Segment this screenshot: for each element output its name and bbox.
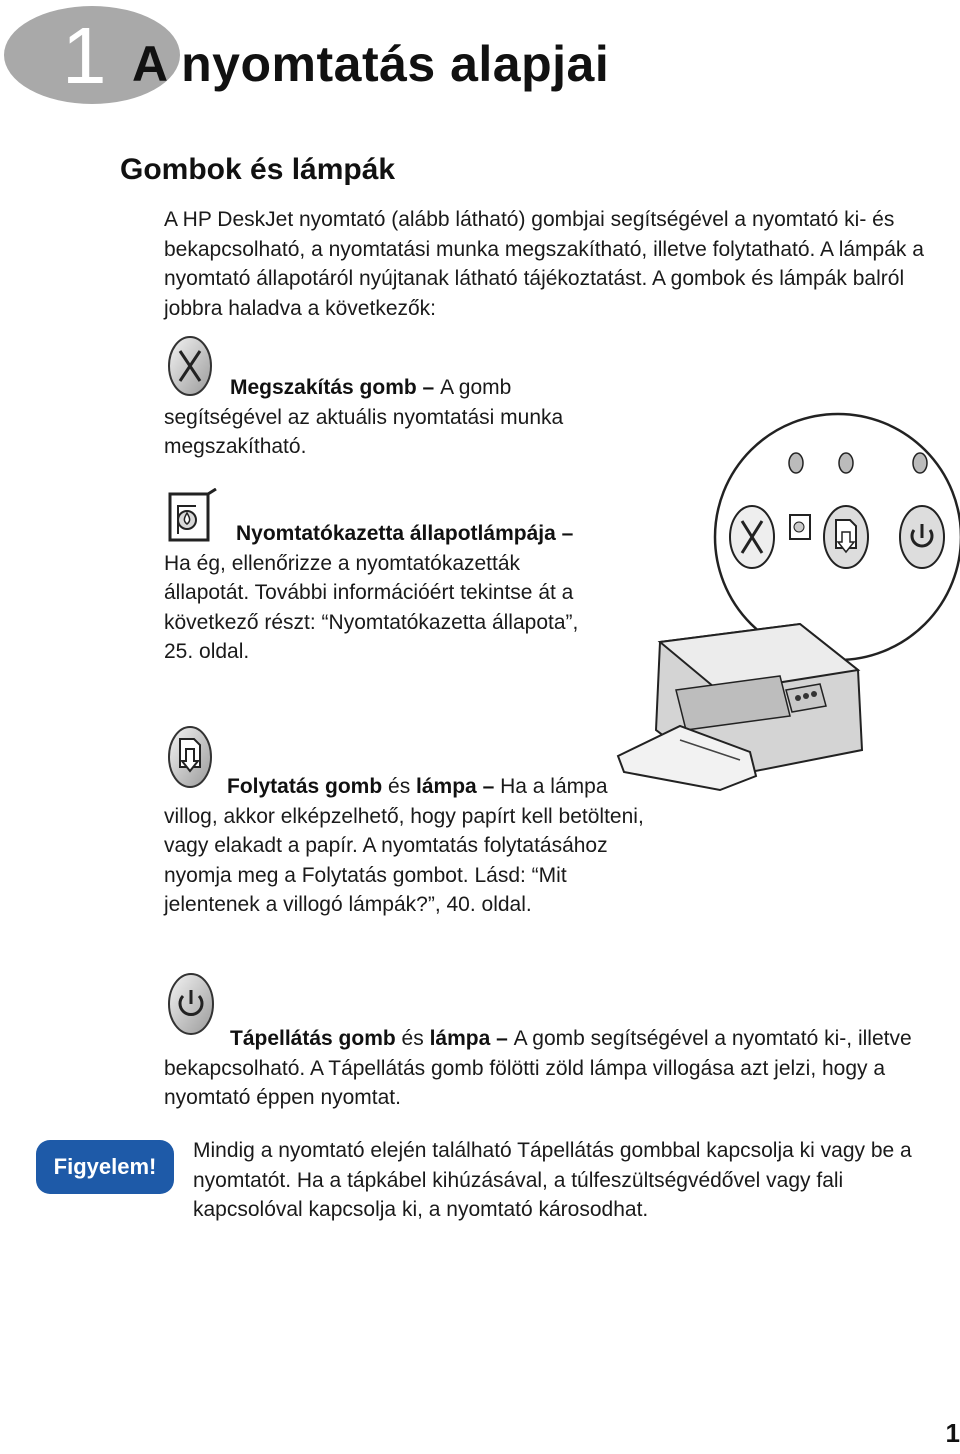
power-title: Tápellátás gomb [230,1027,396,1050]
intro-paragraph: A HP DeskJet nyomtató (alább látható) gombjai segítségével a nyomtató ki- és bekapcsolható, a nyomtatási munka megszakítható, illetve folytatható. A lámpák a nyomtató állapotáról nyújtanak látható tájékoztatást. A gombok és lámpák balról jobbra haladva a következők: [164,208,924,320]
cartridge-title: Nyomtatókazetta állapotlámpája [236,522,556,545]
cancel-description [164,373,584,462]
cartridge-description [164,519,604,667]
chapter-number: 1 [62,11,107,100]
printer-drawing [618,624,862,790]
resume-description [164,772,664,920]
dash: – [476,775,501,798]
note-text: Mindig a nyomtató elején található Tápellátás gombbal kapcsolja ki vagy be a nyomtatót. Ha a tápkábel kihúzásával, a túlfeszültségvédővel vagy fali kapcsolóval kapcsolja ki, a nyomtató károsodhat. [193,1139,912,1221]
resume-title: Folytatás gomb [227,775,383,798]
cancel-title: Megszakítás gomb [230,376,417,399]
cartridge-body: Ha ég, ellenőrizze a nyomtatókazetták állapotát. További információért tekintse át a következő részt: “Nyomtatókazetta állapota”, 25. oldal. [164,551,579,663]
page-number: 1 [945,1418,960,1448]
power-title2: lámpa [429,1027,491,1050]
dash: – [416,376,441,399]
resume-title2: lámpa [416,775,477,798]
dash: – [490,1027,514,1050]
power-description [164,1024,954,1113]
printer-illustration [600,380,960,805]
note-badge: Figyelem! [36,1140,174,1194]
joiner: és [382,775,417,798]
cancel-body: A gomb segítségével az aktuális nyomtatási munka megszakítható. [164,376,564,458]
dash: – [555,522,574,545]
section-title: Gombok és lámpák [120,153,396,186]
resume-body: Ha a lámpa villog, akkor elképzelhető, hogy papírt kell betölteni, vagy elakadt a papír. A nyomtatás folytatásához nyomja meg a Folytatás gombot. Lásd: “Mit jelentenek a villogó lámpák?”, 40. oldal. [164,775,644,916]
joiner: és [395,1027,430,1050]
power-body: A gomb segítségével a nyomtató ki-, illetve bekapcsolható. A Tápellátás gomb fölötti zöld lámpa villogása azt jelzi, hogy a nyomtató éppen nyomtat. [164,1027,912,1109]
chapter-title: A nyomtatás alapjai [132,36,610,92]
